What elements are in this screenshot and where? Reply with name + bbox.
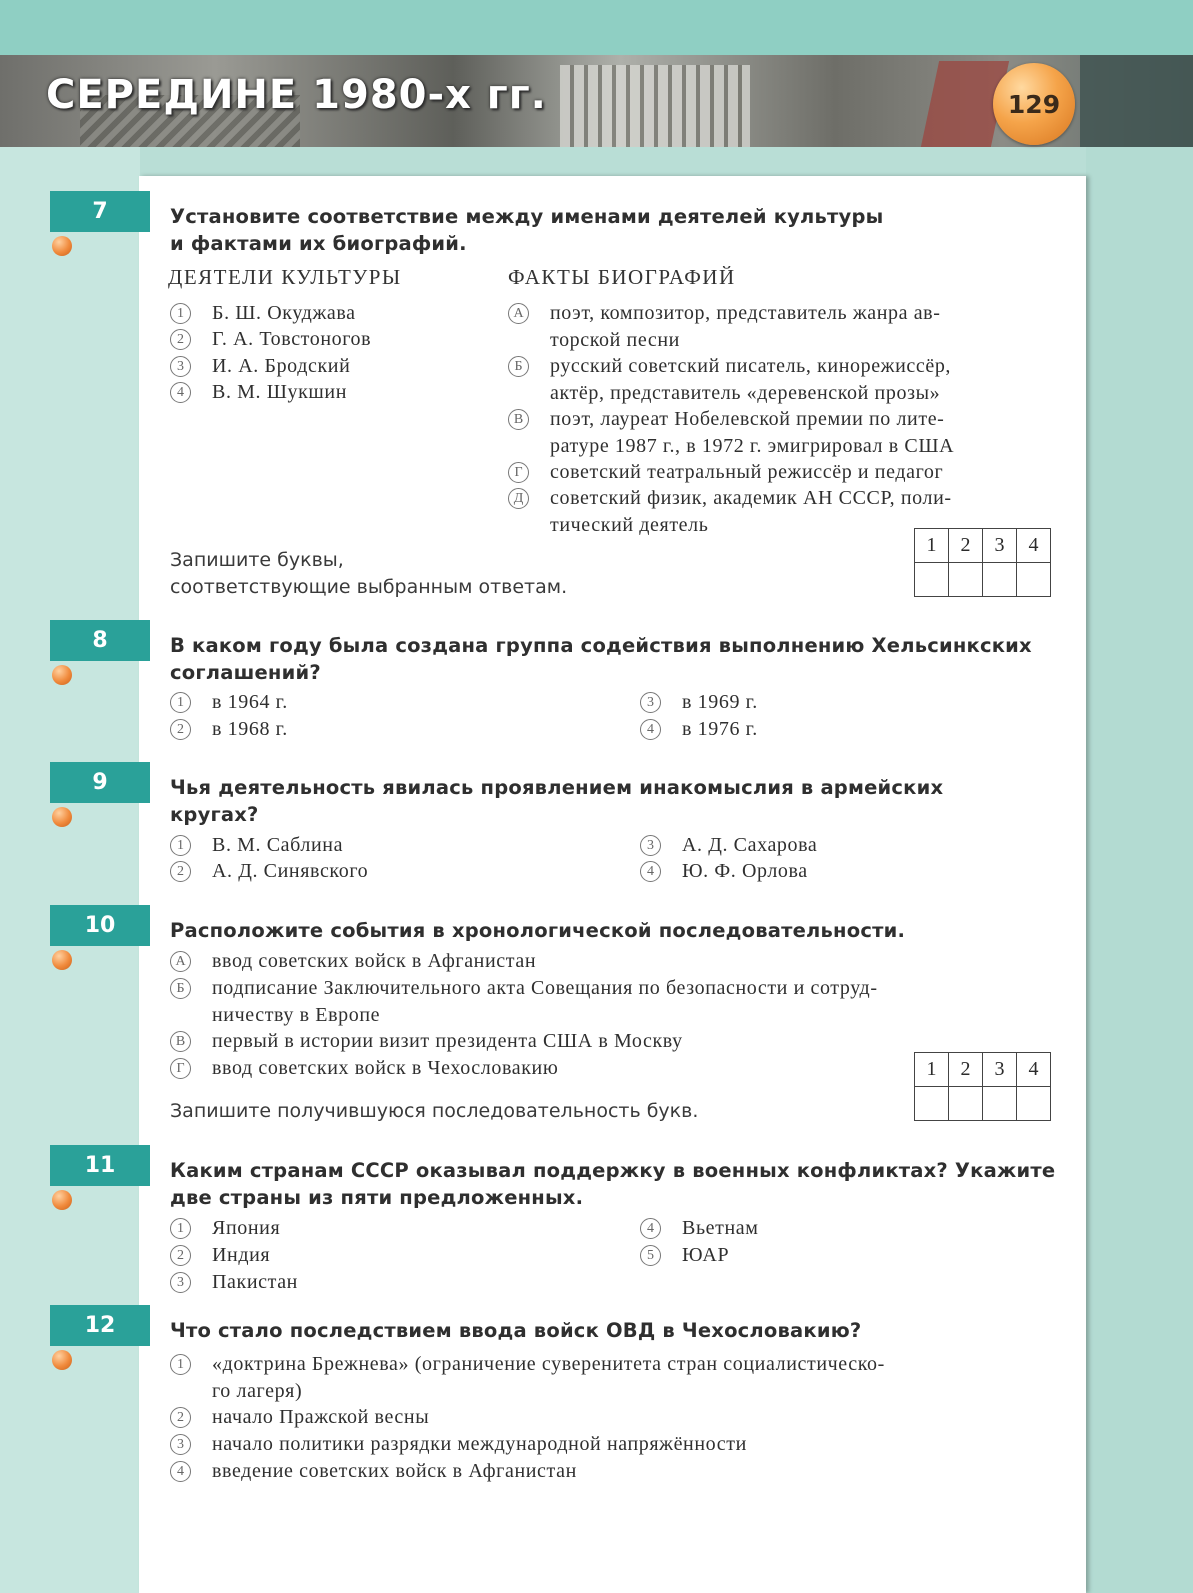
- option-marker-icon: А: [508, 303, 529, 324]
- option-marker-icon: 1: [170, 835, 191, 856]
- difficulty-dot-icon: [52, 665, 72, 685]
- option-item: 2 А. Д. Синявского: [170, 858, 570, 885]
- left-margin: [0, 147, 140, 1593]
- difficulty-dot-icon: [52, 1350, 72, 1370]
- answer-cell[interactable]: [949, 563, 983, 597]
- option-item: 2 Г. А. Товстоногов: [170, 326, 490, 353]
- question-9-text: Чья деятельность явилась проявлением инакомыслия в армейских кругах?: [170, 776, 944, 826]
- grid-header-cell: 1: [915, 1053, 949, 1087]
- option-item: В первый в истории визит президента США в Москву: [170, 1028, 1070, 1055]
- question-8-text: В каком году была создана группа содействия выполнению Хельсинкских соглашений?: [170, 634, 1032, 684]
- option-marker-icon: 3: [640, 835, 661, 856]
- option-item: А поэт, композитор, представитель жанра ав- торской песни: [508, 300, 1068, 353]
- answer-grid: [914, 1052, 1051, 1121]
- option-item: 3 начало политики разрядки международной напряжённости: [170, 1431, 1070, 1458]
- option-item: 4 введение советских войск в Афганистан: [170, 1458, 1070, 1485]
- question-10-text: Расположите события в хронологической последовательности.: [170, 919, 906, 942]
- grid-header-cell: 2: [949, 1053, 983, 1087]
- option-marker-icon: 2: [170, 719, 191, 740]
- answer-grid: [914, 528, 1051, 597]
- grid-header-cell: 4: [1017, 1053, 1051, 1087]
- answer-cell[interactable]: [1017, 563, 1051, 597]
- answer-cell[interactable]: [1017, 1087, 1051, 1121]
- option-marker-icon: 1: [170, 1354, 191, 1375]
- option-marker-icon: 4: [170, 382, 191, 403]
- right-margin: [1086, 147, 1193, 1593]
- option-marker-icon: 2: [170, 1407, 191, 1428]
- question-number-tab: 11: [50, 1145, 150, 1186]
- option-marker-icon: 3: [640, 692, 661, 713]
- banner-building-image: [560, 65, 750, 147]
- option-item: 4 в 1976 г.: [640, 716, 1040, 743]
- option-marker-icon: 1: [170, 303, 191, 324]
- option-marker-icon: Г: [170, 1058, 191, 1079]
- answer-cell[interactable]: [983, 1087, 1017, 1121]
- option-marker-icon: Б: [508, 356, 529, 377]
- answer-cell[interactable]: [949, 1087, 983, 1121]
- option-marker-icon: 3: [170, 1272, 191, 1293]
- option-item: Б русский советский писатель, кинорежиссёр, актёр, представитель «деревенской прозы»: [508, 353, 1068, 406]
- option-marker-icon: 2: [170, 861, 191, 882]
- option-item: В поэт, лауреат Нобелевской премии по лите- ратуре 1987 г., в 1972 г. эмигрировал в США: [508, 406, 1068, 459]
- answer-cell[interactable]: [915, 563, 949, 597]
- column-heading-left: ДЕЯТЕЛИ КУЛЬТУРЫ: [168, 265, 402, 289]
- option-item: 5 ЮАР: [640, 1242, 1040, 1269]
- option-item: 3 в 1969 г.: [640, 689, 1040, 716]
- grid-header-cell: 3: [983, 529, 1017, 563]
- answer-cell[interactable]: [983, 563, 1017, 597]
- option-item: 2 в 1968 г.: [170, 716, 570, 743]
- question-number-tab: 7: [50, 191, 150, 232]
- option-item: 3 И. А. Бродский: [170, 353, 490, 380]
- option-marker-icon: 1: [170, 1218, 191, 1239]
- question-11-text: Каким странам СССР оказывал поддержку в военных конфликтах? Укажите две страны из пяти предложенных.: [170, 1159, 1056, 1209]
- question-7-text: Установите соответствие между именами деятелей культуры и фактами их биографий.: [170, 205, 884, 255]
- difficulty-dot-icon: [52, 950, 72, 970]
- option-item: 3 Пакистан: [170, 1269, 570, 1296]
- option-marker-icon: Д: [508, 488, 529, 509]
- chapter-title: СЕРЕДИНЕ 1980-х гг.: [46, 72, 547, 118]
- option-marker-icon: 2: [170, 1245, 191, 1266]
- question-number-tab: 10: [50, 905, 150, 946]
- option-item: 1 «доктрина Брежнева» (ограничение суверенитета стран социалистическо- го лагеря): [170, 1351, 1070, 1404]
- option-item: 3 А. Д. Сахарова: [640, 832, 1040, 859]
- difficulty-dot-icon: [52, 1190, 72, 1210]
- question-number-tab: 9: [50, 762, 150, 803]
- option-item: 4 В. М. Шукшин: [170, 379, 490, 406]
- option-item: 2 начало Пражской весны: [170, 1404, 1070, 1431]
- option-item: 1 Б. Ш. Окуджава: [170, 300, 490, 327]
- option-item: 1 В. М. Саблина: [170, 832, 570, 859]
- difficulty-dot-icon: [52, 236, 72, 256]
- grid-header-cell: 1: [915, 529, 949, 563]
- grid-header-cell: 2: [949, 529, 983, 563]
- option-marker-icon: 4: [640, 719, 661, 740]
- option-marker-icon: Б: [170, 978, 191, 999]
- option-item: Г советский театральный режиссёр и педагог: [508, 459, 1068, 486]
- answer-cell[interactable]: [915, 1087, 949, 1121]
- option-marker-icon: 5: [640, 1245, 661, 1266]
- answer-instruction: Запишите получившуюся последовательность букв.: [170, 1100, 699, 1122]
- option-item: Б подписание Заключительного акта Совещания по безопасности и сотруд- ничеству в Европе: [170, 975, 1070, 1028]
- top-band: [0, 0, 1193, 56]
- option-marker-icon: 2: [170, 329, 191, 350]
- option-marker-icon: 1: [170, 692, 191, 713]
- grid-header-cell: 3: [983, 1053, 1017, 1087]
- option-marker-icon: 4: [640, 1218, 661, 1239]
- option-item: 1 Япония: [170, 1215, 570, 1242]
- question-number-tab: 8: [50, 620, 150, 661]
- banner-right-image: [1080, 55, 1193, 147]
- option-marker-icon: 3: [170, 356, 191, 377]
- question-12-text: Что стало последствием ввода войск ОВД в Чехословакию?: [170, 1319, 862, 1342]
- option-marker-icon: 3: [170, 1434, 191, 1455]
- question-number-tab: 12: [50, 1305, 150, 1346]
- option-item: Д советский физик, академик АН СССР, поли- тический деятель: [508, 485, 1068, 538]
- option-item: А ввод советских войск в Афганистан: [170, 948, 1070, 975]
- option-item: 2 Индия: [170, 1242, 570, 1269]
- option-marker-icon: 4: [640, 861, 661, 882]
- option-item: Г ввод советских войск в Чехословакию: [170, 1055, 870, 1082]
- option-item: 4 Ю. Ф. Орлова: [640, 858, 1040, 885]
- option-marker-icon: Г: [508, 462, 529, 483]
- option-marker-icon: В: [508, 409, 529, 430]
- column-heading-right: ФАКТЫ БИОГРАФИЙ: [508, 265, 736, 289]
- grid-header-cell: 4: [1017, 529, 1051, 563]
- option-marker-icon: 4: [170, 1461, 191, 1482]
- page-number-badge: 129: [993, 63, 1075, 145]
- option-marker-icon: В: [170, 1031, 191, 1052]
- option-item: 1 в 1964 г.: [170, 689, 570, 716]
- option-item: 4 Вьетнам: [640, 1215, 1040, 1242]
- difficulty-dot-icon: [52, 807, 72, 827]
- answer-instruction: Запишите буквы, соответствующие выбранным ответам.: [170, 549, 568, 598]
- option-marker-icon: А: [170, 951, 191, 972]
